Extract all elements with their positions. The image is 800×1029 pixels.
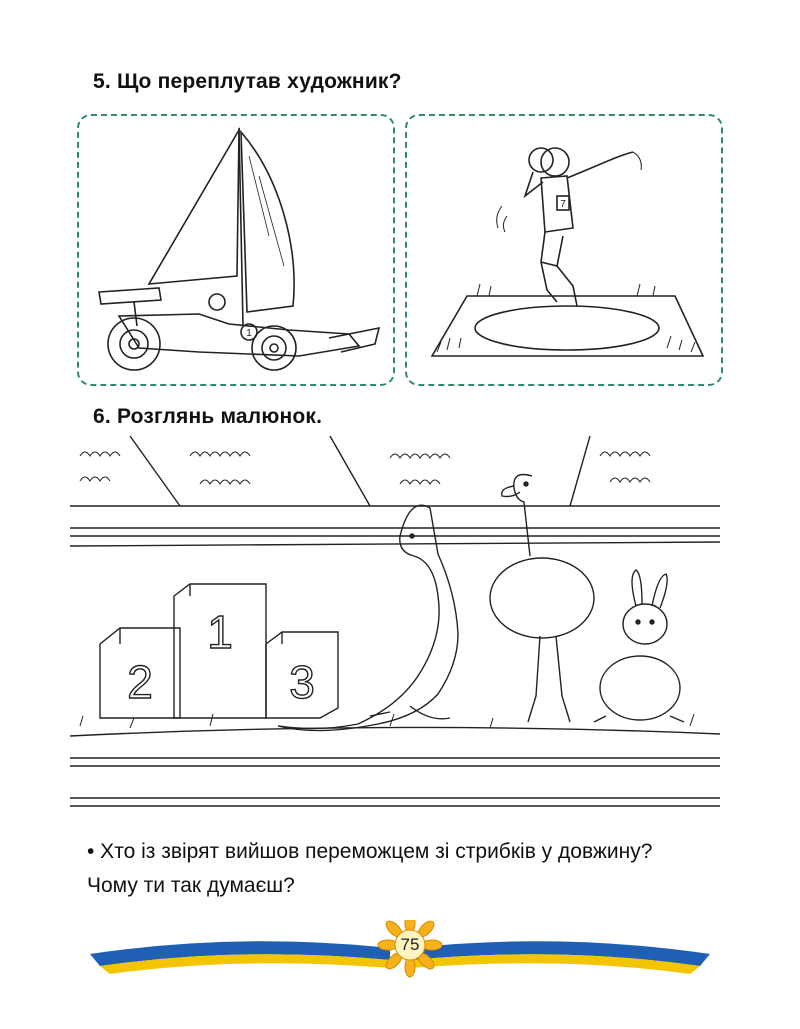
podium-second-label: 2 — [127, 656, 153, 708]
athlete-number-label: 7 — [560, 199, 566, 210]
sailboat-car-illustration — [79, 116, 393, 384]
sailboat-car-panel — [77, 114, 395, 386]
shot-put-panel — [405, 114, 723, 386]
stadium-illustration — [70, 436, 720, 816]
podium-third-label: 3 — [289, 656, 315, 708]
shot-put-illustration — [407, 116, 721, 384]
podium-first-label: 1 — [207, 606, 233, 658]
stadium-scene — [70, 436, 720, 816]
task-6-title: 6. Розглянь малюнок. — [93, 405, 323, 428]
page-number: 75 — [400, 935, 420, 954]
car-number-label: 1 — [246, 328, 252, 339]
question-text: • Хто із звірят вийшов переможцем зі стрибків у довжину? Чому ти так думаєш? — [87, 840, 653, 897]
task-5-title: 5. Що переплутав художник? — [93, 70, 402, 93]
